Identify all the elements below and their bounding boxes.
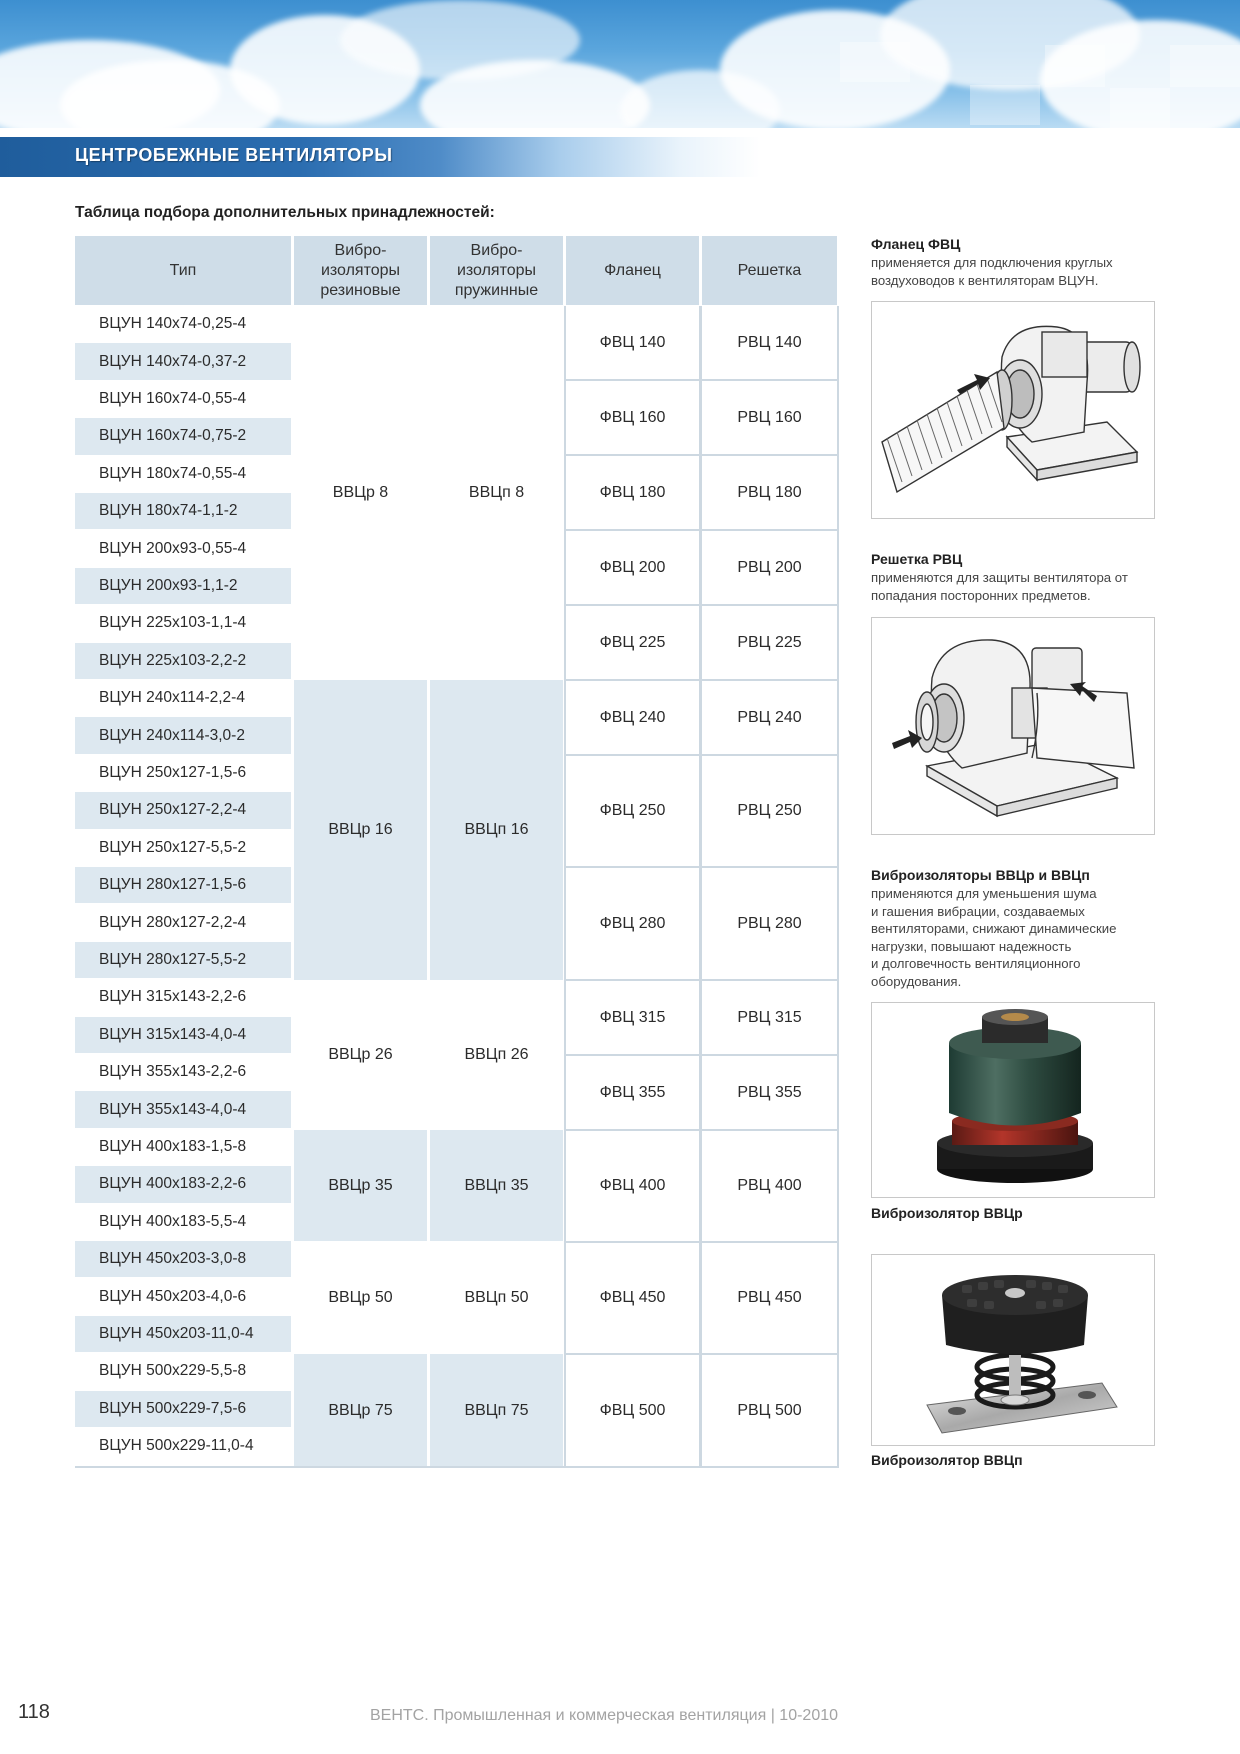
header-rubber-isolators [294, 236, 427, 305]
grille-info-text [871, 569, 1161, 604]
grille-value: РВЦ 160 [737, 408, 802, 426]
table-bottom-line [75, 1466, 839, 1468]
group-divider [294, 1129, 563, 1130]
spring-isolator-value: ВВЦп 8 [468, 483, 525, 501]
flange-value: ФВЦ 355 [599, 1083, 666, 1101]
flange-illustration [871, 301, 1155, 519]
header-rubber-line: резиновые [320, 281, 401, 299]
grille-value: РВЦ 315 [737, 1008, 802, 1026]
flange-value: ФВЦ 160 [599, 408, 666, 426]
type-cell: ВЦУН 140х74-0,37-2 [75, 343, 291, 379]
spring-isolator-caption: Виброизолятор ВВЦп [871, 1452, 1023, 1468]
flange-value: ФВЦ 140 [599, 333, 666, 351]
grille-cell [702, 381, 837, 454]
flange-cell [566, 456, 699, 529]
rubber-isolator-value: ВВЦр 16 [328, 821, 393, 838]
grille-cell [702, 456, 837, 529]
header-flange-label: Фланец [604, 261, 661, 279]
flange-cell [566, 868, 699, 979]
flange-value: ФВЦ 200 [599, 558, 666, 576]
type-cell: ВЦУН 180х74-0,55-4 [75, 456, 291, 492]
grille-value: РВЦ 400 [737, 1177, 802, 1194]
header-spring-line: изоляторы [456, 261, 537, 279]
rubber-isolator-value: ВВЦр 26 [328, 1046, 393, 1063]
grille-value: РВЦ 180 [737, 483, 802, 501]
flange-row-divider [566, 1054, 837, 1056]
type-cell: ВЦУН 160х74-0,75-2 [75, 418, 291, 454]
grille-cell [702, 1243, 837, 1353]
type-cell: ВЦУН 355х143-2,2-6 [75, 1054, 291, 1090]
group-divider [294, 1353, 563, 1354]
type-cell: ВЦУН 200х93-0,55-4 [75, 530, 291, 566]
type-cell: ВЦУН 500х229-11,0-4 [75, 1428, 291, 1464]
flange-value: ФВЦ 225 [599, 633, 666, 651]
fan-with-grille-drawing [872, 618, 1155, 835]
rubber-isolator-image [872, 1003, 1155, 1198]
flange-value: ФВЦ 250 [599, 802, 666, 819]
flange-info-line: применяется для подключения круглых [871, 255, 1113, 270]
spring-isolator-cell [430, 981, 563, 1129]
type-cell: ВЦУН 500х229-5,5-8 [75, 1353, 291, 1389]
spring-isolator-cell [430, 1130, 563, 1241]
vibro-info-line: и долговечность вентиляционного [871, 956, 1081, 971]
grille-cell [702, 981, 837, 1054]
type-cell: ВЦУН 240х114-3,0-2 [75, 717, 291, 753]
flange-row-divider [566, 379, 837, 381]
type-cell: ВЦУН 240х114-2,2-4 [75, 680, 291, 716]
flange-value: ФВЦ 315 [599, 1008, 666, 1026]
group-divider [294, 1241, 563, 1242]
header-sky-banner [0, 0, 1240, 128]
flange-value: ФВЦ 180 [599, 483, 666, 501]
type-cell: ВЦУН 400х183-5,5-4 [75, 1204, 291, 1240]
grille-cell [702, 531, 837, 604]
vibro-info-line: применяются для уменьшения шума [871, 886, 1097, 901]
spring-isolator-cell [430, 306, 563, 679]
type-cell: ВЦУН 280х127-5,5-2 [75, 942, 291, 978]
type-cell: ВЦУН 450х203-4,0-6 [75, 1278, 291, 1314]
section-title: ЦЕНТРОБЕЖНЫЕ ВЕНТИЛЯТОРЫ [75, 145, 393, 165]
flange-cell [566, 1056, 699, 1129]
flange-cell [566, 606, 699, 679]
type-cell: ВЦУН 180х74-1,1-2 [75, 493, 291, 529]
footer-text: ВЕНТС. Промышленная и коммерческая вентиляция | 10-2010 [370, 1707, 839, 1724]
type-cell: ВЦУН 160х74-0,55-4 [75, 381, 291, 417]
flange-row-divider [566, 979, 837, 981]
flange-row-divider [566, 1241, 837, 1243]
group-divider [294, 679, 563, 680]
grille-value: РВЦ 240 [737, 708, 802, 726]
rubber-isolator-value: ВВЦр 35 [328, 1176, 393, 1194]
flange-row-divider [566, 1353, 837, 1355]
type-cell: ВЦУН 225х103-1,1-4 [75, 605, 291, 641]
type-cell: ВЦУН 315х143-4,0-4 [75, 1017, 291, 1053]
flange-info-line: воздуховодов к вентиляторам ВЦУН. [871, 272, 1099, 288]
grille-value: РВЦ 225 [737, 633, 802, 651]
rubber-isolator-cell [294, 306, 427, 679]
flange-cell [566, 981, 699, 1054]
flange-value: ФВЦ 450 [599, 1289, 666, 1306]
grille-illustration [871, 617, 1155, 835]
flange-row-divider [566, 679, 837, 681]
flange-cell [566, 306, 699, 379]
type-cell: ВЦУН 200х93-1,1-2 [75, 568, 291, 604]
rubber-isolator-cell [294, 680, 427, 980]
vibro-info-line: оборудования. [871, 973, 962, 989]
grille-value: РВЦ 450 [737, 1289, 802, 1306]
header-spring-isolators [430, 236, 563, 305]
spring-isolator-cell [430, 1242, 563, 1353]
grille-cell [702, 1355, 837, 1466]
column-divider [427, 236, 430, 1466]
flange-row-divider [566, 866, 837, 868]
vibro-info-title: Виброизоляторы ВВЦр и ВВЦп [871, 867, 1090, 883]
flange-column-divider [837, 306, 839, 1468]
flange-value: ФВЦ 500 [599, 1401, 666, 1419]
type-cell: ВЦУН 280х127-2,2-4 [75, 904, 291, 940]
grille-value: РВЦ 200 [737, 558, 802, 576]
type-cell: ВЦУН 280х127-1,5-6 [75, 867, 291, 903]
header-type-label: Тип [169, 261, 197, 279]
rubber-isolator-caption: Виброизолятор ВВЦр [871, 1205, 1023, 1221]
table-caption: Таблица подбора дополнительных принадлежностей: [75, 204, 495, 221]
grille-info-line: применяются для защиты вентилятора от [871, 570, 1128, 585]
rubber-isolator-value: ВВЦр 8 [332, 483, 389, 501]
grille-info-title: Решетка РВЦ [871, 551, 963, 567]
grille-value: РВЦ 250 [737, 802, 802, 819]
flange-row-divider [566, 454, 837, 456]
type-cell: ВЦУН 225х103-2,2-2 [75, 643, 291, 679]
grille-value: РВЦ 280 [737, 914, 802, 932]
type-cell: ВЦУН 140х74-0,25-4 [75, 306, 291, 342]
spring-isolator-value: ВВЦп 50 [464, 1288, 529, 1306]
flange-cell [566, 1131, 699, 1241]
flange-column-divider [564, 306, 566, 1468]
grille-cell [702, 306, 837, 379]
header-grille [702, 236, 837, 305]
grille-value: РВЦ 355 [737, 1083, 802, 1101]
flange-cell [566, 1243, 699, 1353]
flange-value: ФВЦ 400 [599, 1177, 666, 1194]
rubber-isolator-cell [294, 981, 427, 1129]
fan-with-duct-drawing [872, 302, 1155, 519]
header-rubber-line: изоляторы [320, 261, 401, 279]
vibro-info-line: и гашения вибрации, создаваемых [871, 903, 1085, 919]
type-cell: ВЦУН 355х143-4,0-4 [75, 1091, 291, 1127]
flange-cell [566, 531, 699, 604]
type-cell: ВЦУН 450х203-11,0-4 [75, 1316, 291, 1352]
type-cell: ВЦУН 400х183-2,2-6 [75, 1166, 291, 1202]
vibro-info-text [871, 885, 1161, 990]
grille-cell [702, 681, 837, 754]
grille-cell [702, 1131, 837, 1241]
page-number: 118 [18, 1701, 50, 1723]
grille-cell [702, 868, 837, 979]
spring-isolator-photo [871, 1254, 1155, 1446]
vibro-info-line: нагрузки, повышают надежность [871, 938, 1072, 954]
flange-row-divider [566, 529, 837, 531]
flange-value: ФВЦ 240 [599, 708, 666, 726]
spring-isolator-value: ВВЦп 16 [464, 821, 529, 838]
grille-value: РВЦ 140 [737, 333, 802, 351]
rubber-isolator-cell [294, 1242, 427, 1353]
header-rubber-line: Вибро- [334, 241, 387, 259]
type-cell: ВЦУН 500х229-7,5-6 [75, 1391, 291, 1427]
header-flange [566, 236, 699, 305]
grille-cell [702, 1056, 837, 1129]
type-cell: ВЦУН 450х203-3,0-8 [75, 1241, 291, 1277]
flange-info-text [871, 254, 1161, 289]
flange-info-title: Фланец ФВЦ [871, 236, 961, 252]
rubber-isolator-cell [294, 1130, 427, 1241]
header-grille-label: Решетка [737, 261, 802, 279]
spring-isolator-image [872, 1255, 1155, 1446]
flange-cell [566, 1355, 699, 1466]
grille-cell [702, 756, 837, 866]
flange-row-divider [566, 604, 837, 606]
type-cell: ВЦУН 250х127-1,5-6 [75, 755, 291, 791]
header-type [75, 236, 291, 305]
flange-row-divider [566, 754, 837, 756]
spring-isolator-value: ВВЦп 35 [464, 1176, 529, 1194]
column-divider [699, 236, 702, 306]
vibro-info-line: вентиляторами, снижают динамические [871, 921, 1117, 936]
rubber-isolator-value: ВВЦр 75 [328, 1401, 393, 1419]
grille-value: РВЦ 500 [737, 1401, 802, 1419]
column-divider [291, 236, 294, 1466]
grille-info-line: попадания посторонних предметов. [871, 587, 1091, 603]
spring-isolator-value: ВВЦп 26 [464, 1046, 529, 1063]
type-cell: ВЦУН 315х143-2,2-6 [75, 979, 291, 1015]
flange-row-divider [566, 1129, 837, 1131]
flange-cell [566, 681, 699, 754]
group-divider [294, 980, 563, 981]
spring-isolator-value: ВВЦп 75 [464, 1401, 529, 1419]
spring-isolator-cell [430, 1354, 563, 1467]
spring-isolator-cell [430, 680, 563, 980]
type-cell: ВЦУН 400х183-1,5-8 [75, 1129, 291, 1165]
header-spring-line: пружинные [454, 281, 539, 299]
rubber-isolator-value: ВВЦр 50 [328, 1288, 393, 1306]
grille-cell [702, 606, 837, 679]
rubber-isolator-photo [871, 1002, 1155, 1198]
flange-cell [566, 381, 699, 454]
type-cell: ВЦУН 250х127-5,5-2 [75, 830, 291, 866]
header-spring-line: Вибро- [470, 241, 523, 259]
flange-column-divider [699, 306, 702, 1468]
rubber-isolator-cell [294, 1354, 427, 1467]
type-cell: ВЦУН 250х127-2,2-4 [75, 792, 291, 828]
column-divider [563, 236, 566, 306]
flange-cell [566, 756, 699, 866]
flange-value: ФВЦ 280 [599, 914, 666, 932]
